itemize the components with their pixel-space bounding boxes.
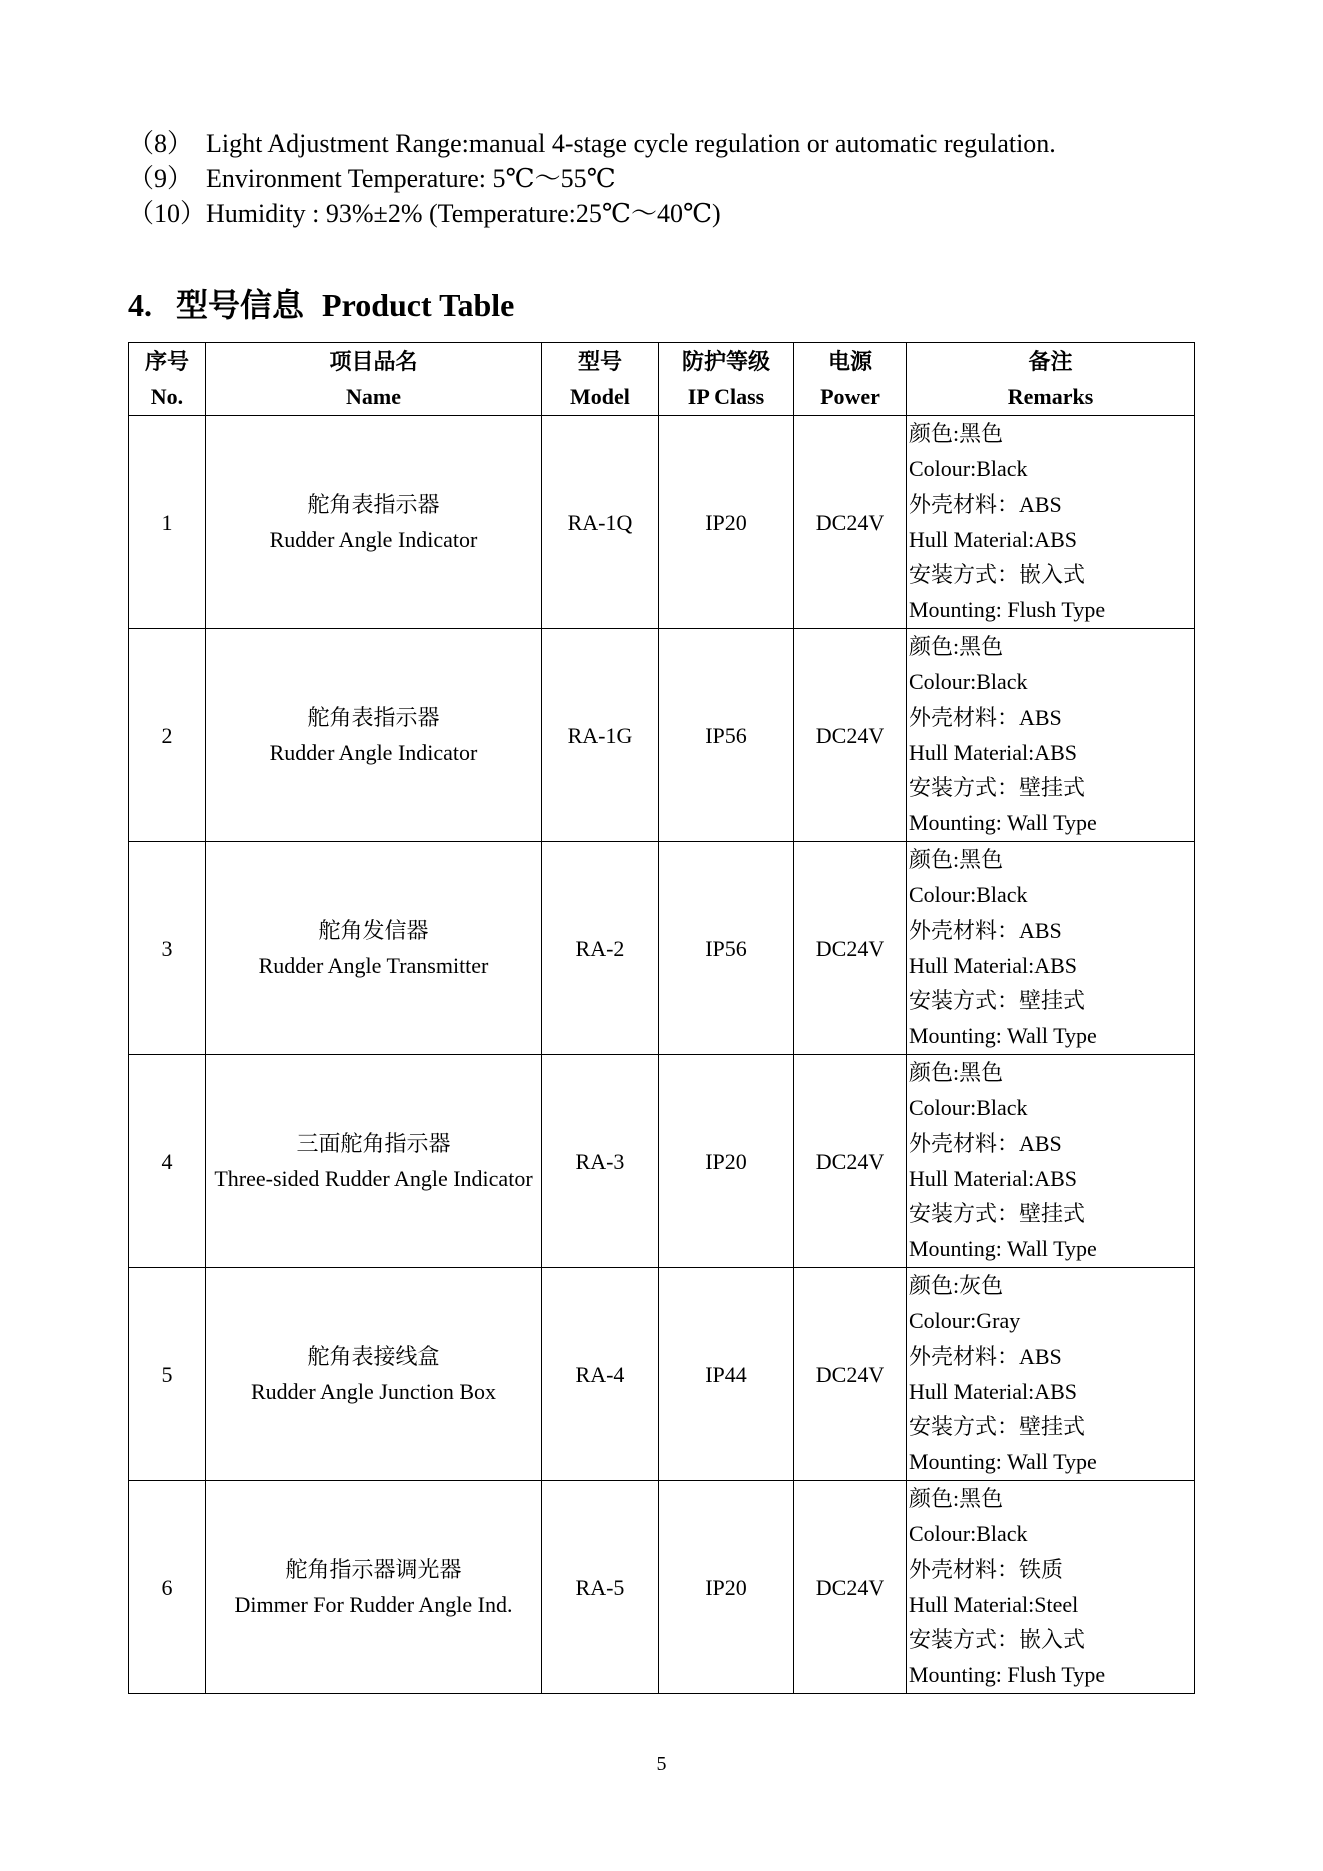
spec-list — [128, 126, 1056, 231]
cell-remarks: 颜色:灰色 Colour:Gray 外壳材料：ABS Hull Material:ABS 安装方式：壁挂式 Mounting: Wall Type — [907, 1268, 1195, 1481]
cell-model: RA-4 — [542, 1268, 659, 1481]
cell-power: DC24V — [794, 1481, 907, 1694]
spec-number: （9） — [128, 164, 194, 193]
section-heading — [128, 280, 514, 326]
cell-power: DC24V — [794, 842, 907, 1055]
cell-remarks: 颜色:黑色 Colour:Black 外壳材料：ABS Hull Material:ABS 安装方式：壁挂式 Mounting: Wall Type — [907, 629, 1195, 842]
spec-text: Light Adjustment Range:manual 4-stage cycle regulation or automatic regulation. — [206, 129, 1056, 158]
cell-name: 舵角指示器调光器 Dimmer For Rudder Angle Ind. — [206, 1481, 542, 1694]
spec-item — [128, 126, 1056, 161]
spec-item — [128, 196, 1056, 231]
spec-text: Environment Temperature: 5℃～55℃ — [206, 164, 616, 193]
section-title-en: Product Table — [322, 287, 515, 323]
cell-remarks: 颜色:黑色 Colour:Black 外壳材料：ABS Hull Material:ABS 安装方式：壁挂式 Mounting: Wall Type — [907, 842, 1195, 1055]
cell-no: 6 — [129, 1481, 206, 1694]
table-row — [129, 1481, 1195, 1694]
table-row — [129, 842, 1195, 1055]
cell-name: 舵角表指示器 Rudder Angle Indicator — [206, 416, 542, 629]
cell-remarks: 颜色:黑色 Colour:Black 外壳材料：ABS Hull Material:ABS 安装方式：壁挂式 Mounting: Wall Type — [907, 1055, 1195, 1268]
header-name: 项目品名 Name — [206, 343, 542, 416]
cell-power: DC24V — [794, 1268, 907, 1481]
cell-remarks: 颜色:黑色 Colour:Black 外壳材料：ABS Hull Material:ABS 安装方式：嵌入式 Mounting: Flush Type — [907, 416, 1195, 629]
header-model: 型号 Model — [542, 343, 659, 416]
cell-no: 5 — [129, 1268, 206, 1481]
header-power: 电源 Power — [794, 343, 907, 416]
cell-ip-class: IP20 — [659, 1055, 794, 1268]
table-header-row — [129, 343, 1195, 416]
table-row — [129, 1055, 1195, 1268]
cell-model: RA-1G — [542, 629, 659, 842]
section-number: 4. — [128, 287, 152, 323]
header-remarks: 备注 Remarks — [907, 343, 1195, 416]
cell-remarks: 颜色:黑色 Colour:Black 外壳材料：铁质 Hull Material:Steel 安装方式：嵌入式 Mounting: Flush Type — [907, 1481, 1195, 1694]
cell-model: RA-2 — [542, 842, 659, 1055]
cell-name: 舵角表接线盒 Rudder Angle Junction Box — [206, 1268, 542, 1481]
cell-ip-class: IP20 — [659, 1481, 794, 1694]
page-number: 5 — [656, 1753, 667, 1775]
cell-power: DC24V — [794, 1055, 907, 1268]
spec-text: Humidity : 93%±2% (Temperature:25℃～40℃) — [206, 199, 721, 228]
cell-ip-class: IP44 — [659, 1268, 794, 1481]
cell-ip-class: IP20 — [659, 416, 794, 629]
spec-number: （8） — [128, 129, 194, 158]
cell-model: RA-5 — [542, 1481, 659, 1694]
section-title-zh: 型号信息 — [176, 287, 305, 323]
header-ip-class: 防护等级 IP Class — [659, 343, 794, 416]
cell-model: RA-3 — [542, 1055, 659, 1268]
cell-name: 三面舵角指示器 Three-sided Rudder Angle Indicator — [206, 1055, 542, 1268]
table-row — [129, 1268, 1195, 1481]
cell-ip-class: IP56 — [659, 629, 794, 842]
spec-number: （10） — [128, 199, 207, 228]
cell-no: 3 — [129, 842, 206, 1055]
cell-ip-class: IP56 — [659, 842, 794, 1055]
header-no: 序号 No. — [129, 343, 206, 416]
cell-model: RA-1Q — [542, 416, 659, 629]
cell-power: DC24V — [794, 629, 907, 842]
table-row — [129, 629, 1195, 842]
cell-name: 舵角表指示器 Rudder Angle Indicator — [206, 629, 542, 842]
cell-power: DC24V — [794, 416, 907, 629]
product-table — [128, 342, 1195, 1694]
cell-no: 4 — [129, 1055, 206, 1268]
cell-no: 2 — [129, 629, 206, 842]
cell-name: 舵角发信器 Rudder Angle Transmitter — [206, 842, 542, 1055]
table-row — [129, 416, 1195, 629]
cell-no: 1 — [129, 416, 206, 629]
spec-item — [128, 161, 1056, 196]
